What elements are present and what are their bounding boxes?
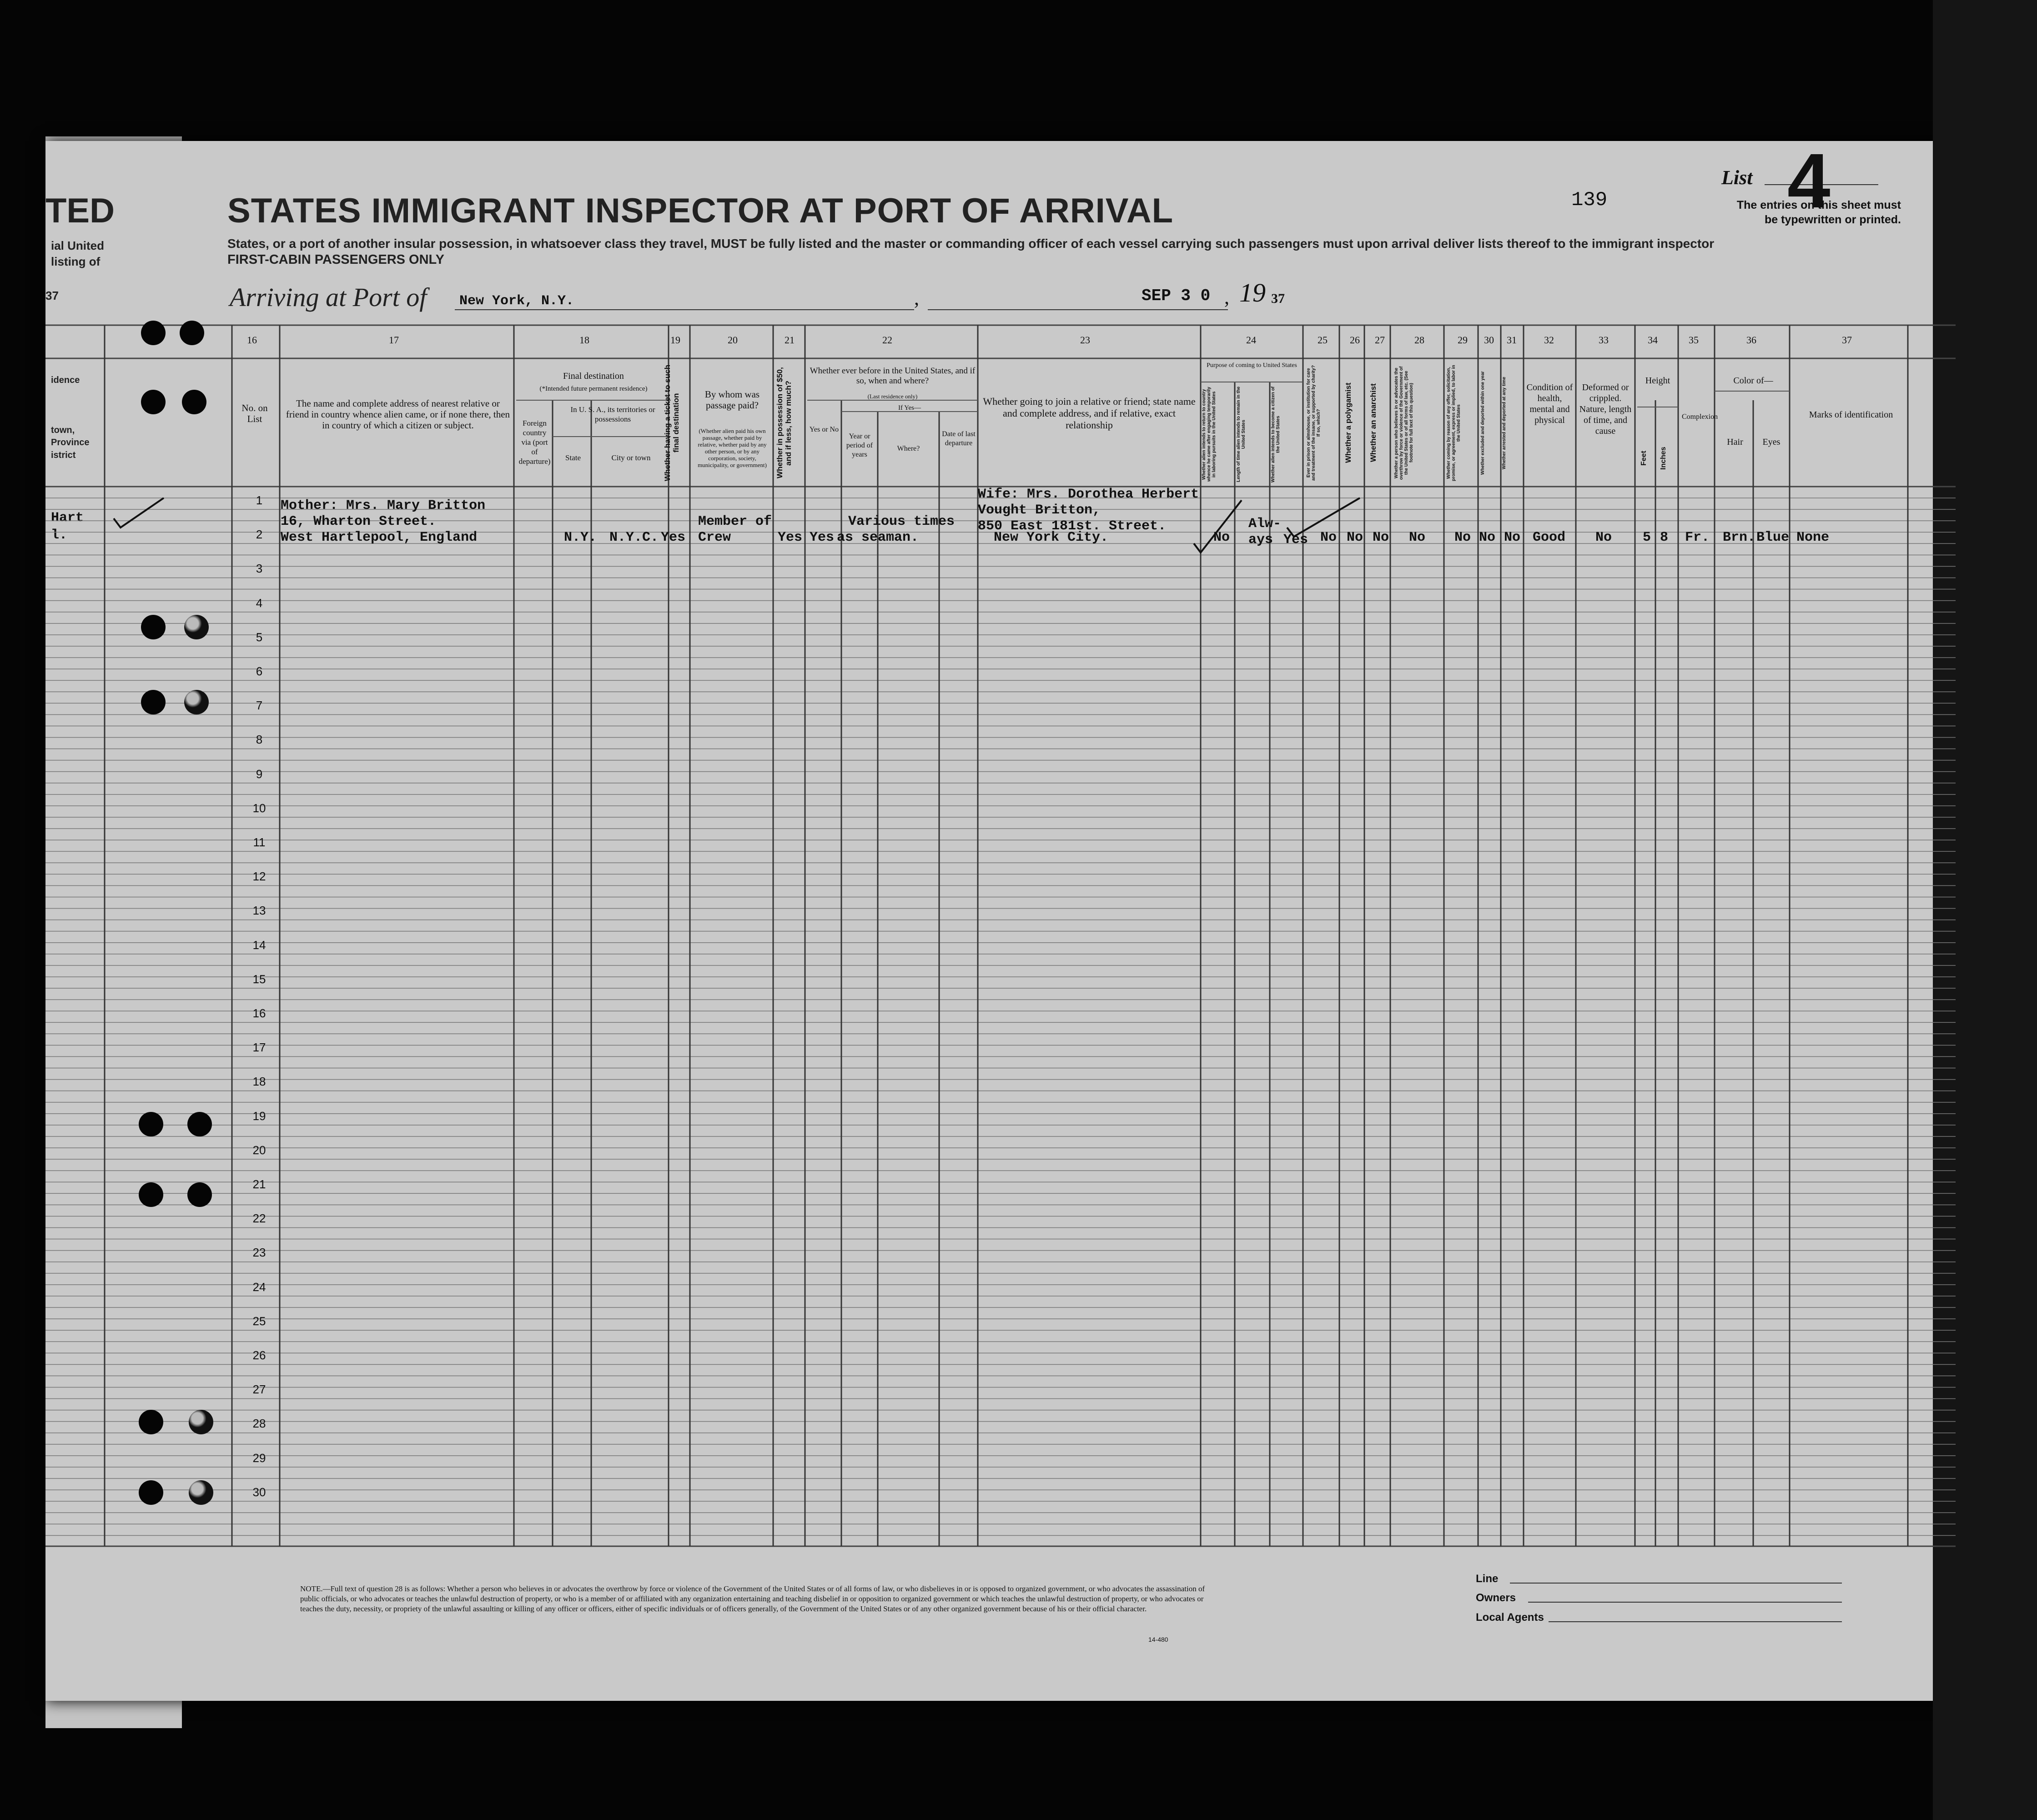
header-final-destination: Final destination <box>563 371 624 381</box>
header-anarchist: Whether an anarchist <box>1369 383 1378 463</box>
relative-line: 16, Wharton Street. <box>281 514 437 529</box>
binder-hole <box>180 321 204 345</box>
header-foreign-country: Foreign country via (port of departure) <box>518 419 551 466</box>
row-number: 5 <box>256 630 263 644</box>
header-complexion: Complexion <box>1682 413 1718 421</box>
row-number: 3 <box>256 562 263 576</box>
header-passage-note: (Whether alien paid his own passage, whether paid by relative, whether paid by any other person, or by any corporation, society, municipality, or government) <box>698 427 767 468</box>
header-polygamist: Whether a polygamist <box>1344 382 1353 463</box>
binder-hole <box>141 390 166 414</box>
arriving-label: Arriving at Port of <box>230 282 427 312</box>
agents-label: Local Agents <box>1476 1611 1544 1624</box>
header-year: Year or period of years <box>846 432 873 458</box>
binder-hole <box>189 1480 213 1505</box>
header-ticket: Whether having a ticket to such final destination <box>663 365 680 481</box>
header-state: State <box>565 453 581 462</box>
header-deported: Whether arrested and deported at any time <box>1502 377 1507 469</box>
header-eyes: Eyes <box>1762 437 1780 447</box>
overthrow-value: No <box>1409 530 1426 545</box>
row-number: 1 <box>256 493 263 507</box>
feet-value: 5 <box>1643 530 1651 545</box>
binder-hole <box>141 615 166 639</box>
row-number: 17 <box>252 1041 266 1055</box>
ticket-value: Yes <box>661 530 686 545</box>
left-page-line: Hart <box>51 510 84 526</box>
check-mark-icon <box>1194 500 1242 553</box>
join-line: Vought Britton, <box>978 503 1101 518</box>
header-date-departure: Date of last departure <box>942 430 976 447</box>
entries-note: The entries on this sheet must be typewritten or printed. <box>1736 199 1901 226</box>
page-number: 139 <box>1571 189 1608 211</box>
relative-line: West Hartlepool, England <box>281 530 478 545</box>
row-number: 14 <box>252 938 266 952</box>
dest-state: N.Y. <box>564 530 597 545</box>
line-label: Line <box>1476 1573 1499 1585</box>
header-join-relative: Whether going to join a relative or friend; state name and complete address, and if relative, exact relationship <box>983 396 1196 431</box>
left-page-line: listing of <box>51 255 101 268</box>
row-number: 30 <box>252 1485 266 1499</box>
complexion-value: Fr. <box>1685 530 1710 545</box>
form-code: 14-480 <box>1148 1636 1168 1643</box>
prison-value: No <box>1320 530 1337 545</box>
header-no-on-list: No. on List <box>241 402 268 424</box>
polygamist-value: No <box>1347 530 1363 545</box>
header-return: Whether alien intends to return to country whence he came after engaging temporarily in laboring pursuits in the United States <box>1202 387 1217 482</box>
health-value: Good <box>1533 530 1566 545</box>
port-value: New York, N.Y. <box>459 293 574 309</box>
row-number: 10 <box>252 801 266 815</box>
row-number: 15 <box>252 972 266 986</box>
row-number: 11 <box>253 835 266 849</box>
header-length: Length of time alien intends to remain in the United States <box>1236 387 1246 483</box>
header-final-destination-note: (*Intended future permanent residence) <box>539 385 648 392</box>
period-line: Various times <box>848 514 955 529</box>
row-number: 25 <box>252 1314 266 1328</box>
dest-city: N.Y.C. <box>609 530 659 545</box>
left-page-line: 37 <box>45 289 59 302</box>
row-number: 28 <box>252 1417 266 1431</box>
header-color: Color of— <box>1733 376 1773 386</box>
header-height: Height <box>1645 376 1670 386</box>
header-before-us: Whether ever before in the United States, and if so, when and where? <box>810 366 976 386</box>
year-suffix: 37 <box>1271 291 1285 306</box>
header-deformed: Deformed or crippled. Nature, length of time, and cause <box>1579 382 1632 436</box>
check-mark-icon <box>1287 498 1360 537</box>
left-page-line: ial United <box>51 239 105 252</box>
header-prison: Ever in prison or almshouse, or institution for care and treatment of the insane, or supported by charity? If so, which? <box>1306 365 1321 481</box>
header-in-usa: In U. S. A., its territories or possessions <box>570 405 655 423</box>
row-number: 9 <box>256 767 263 781</box>
row-number: 6 <box>256 664 263 678</box>
header-passage: By whom was passage paid? <box>704 389 760 411</box>
arrival-date: SEP 3 0 <box>1142 287 1211 305</box>
binder-hole <box>182 390 206 414</box>
join-line: Wife: Mrs. Dorothea Herbert <box>978 487 1199 502</box>
row-number: 20 <box>252 1143 266 1157</box>
check-mark-icon <box>114 498 164 528</box>
header-if-yes: If Yes— <box>898 404 921 412</box>
owners-label: Owners <box>1476 1592 1516 1604</box>
binder-hole <box>189 1410 213 1434</box>
binder-hole <box>141 321 166 345</box>
row-number: 21 <box>252 1177 266 1191</box>
left-page-title: TED <box>45 191 115 230</box>
passenger-class: FIRST-CABIN PASSENGERS ONLY <box>227 252 444 267</box>
period-line: as seaman. <box>837 530 919 545</box>
binder-hole <box>139 1410 163 1434</box>
header-marks: Marks of identification <box>1809 410 1893 420</box>
header-relative: The name and complete address of nearest relative or friend in country whence alien came, or if none there, then in country of which a citizen or subject. <box>286 398 510 431</box>
marks-value: None <box>1796 530 1830 545</box>
left-page-line: istrict <box>51 450 76 460</box>
length-line: ays <box>1248 532 1273 548</box>
return-value: No <box>1213 530 1230 545</box>
header-hair: Hair <box>1727 437 1743 447</box>
hair-value: Brn. <box>1723 530 1756 545</box>
binder-hole <box>139 1112 163 1136</box>
header-feet: Feet <box>1640 451 1648 466</box>
left-page-line: l. <box>51 528 68 543</box>
row-number: 8 <box>256 733 263 747</box>
before-yes-no: Yes <box>810 530 835 545</box>
header-overthrow: Whether a person who believes in or advocates the overthrow by force or violence of the Government of the United States or of all forms of law, etc. (See footnote for full text of this question) <box>1394 366 1414 480</box>
join-line: 850 East 181st. Street. <box>978 518 1167 534</box>
binder-hole <box>139 1480 163 1505</box>
header-money: Whether in possession of $50, and if less, how much? <box>775 367 793 479</box>
binder-hole <box>141 690 166 714</box>
instructions-text: States, or a port of another insular possession, in whatsoever class they travel, MUST be fully listed and the master or commanding officer of each vessel carrying such passengers must upon arrival deliver lists thereof to the immigrant inspector <box>227 236 1715 251</box>
header-yes-no: Yes or No <box>809 426 839 433</box>
header-last-residence: (Last residence only) <box>867 393 918 400</box>
row-number: 26 <box>252 1348 266 1362</box>
header-offer: Whether coming by reason of any offer, solicitation, promise, or agreement, express or implied, to labor in the United States <box>1446 365 1461 481</box>
header-excluded: Whether excluded and deported within one year <box>1480 371 1485 475</box>
anarchist-value: No <box>1373 530 1389 545</box>
row-number: 27 <box>252 1383 266 1397</box>
money-value: Yes <box>778 530 803 545</box>
header-health: Condition of health, mental and physical <box>1526 382 1573 425</box>
row-number: 2 <box>256 528 263 542</box>
row-number: 23 <box>252 1246 266 1260</box>
row-number: 13 <box>252 904 266 918</box>
length-line: Alw- <box>1248 516 1282 532</box>
list-number: 4 <box>1787 138 1831 224</box>
binder-hole <box>187 1112 212 1136</box>
header-citizen: Whether alien intends to become a citizen of the United States <box>1271 386 1281 483</box>
deported-value: No <box>1504 530 1521 545</box>
row-number: 7 <box>256 699 263 713</box>
citizen-value: Yes <box>1283 532 1308 548</box>
binder-hole <box>184 615 209 639</box>
passage-line: Crew <box>698 530 731 545</box>
footer-note: NOTE.—Full text of question 28 is as follows: Whether a person who believes in or advocates the overthrow by force or violence of the Government of the United States or of all forms of law, or who disbelieves in or is opposed to organized government, or who advocates the assassination of public officials, or who advocates or teaches the unlawful destruction of property, or who is a member of or affiliated with any organization entertaining and teaching disbelief in or opposition to organized government or which teaches the unlawful destruction of property, or who advocates or teaches the duty, necessity, or propriety of the unlawful assaulting or killing of any officer or officers, either of specific individuals or of officers generally, of the Government of the United States or of any other organized government because of his or their official character. <box>300 1584 1205 1613</box>
row-number: 24 <box>252 1280 266 1294</box>
list-label: List <box>1721 166 1753 189</box>
binder-hole <box>184 690 209 714</box>
row-number: 29 <box>252 1451 266 1465</box>
binder-hole <box>139 1182 163 1207</box>
row-number: 18 <box>252 1075 266 1089</box>
relative-line: Mother: Mrs. Mary Britton <box>281 498 486 513</box>
header-inches: Inches <box>1660 447 1667 470</box>
offer-value: No <box>1454 530 1471 545</box>
left-page-line: town, <box>51 425 75 435</box>
left-page-line: Province <box>51 437 90 447</box>
header-city: City or town <box>611 453 651 462</box>
page-title: STATES IMMIGRANT INSPECTOR AT PORT OF ARRIVAL <box>227 191 1174 230</box>
join-line: New York City. <box>994 530 1109 545</box>
row-number: 19 <box>252 1109 266 1123</box>
binder-hole <box>187 1182 212 1207</box>
left-page-line: idence <box>51 375 80 385</box>
inches-value: 8 <box>1660 530 1669 545</box>
row-number: 16 <box>252 1006 266 1020</box>
header-where: Where? <box>897 445 920 452</box>
excluded-value: No <box>1479 530 1496 545</box>
row-number: 22 <box>252 1212 266 1226</box>
header-purpose: Purpose of coming to United States <box>1207 362 1297 369</box>
passage-line: Member of <box>698 514 772 529</box>
eyes-value: Blue <box>1756 530 1790 545</box>
year-prefix: 19 <box>1239 278 1266 307</box>
row-number: 12 <box>252 870 266 884</box>
row-number: 4 <box>256 596 263 610</box>
deformed-value: No <box>1595 530 1612 545</box>
